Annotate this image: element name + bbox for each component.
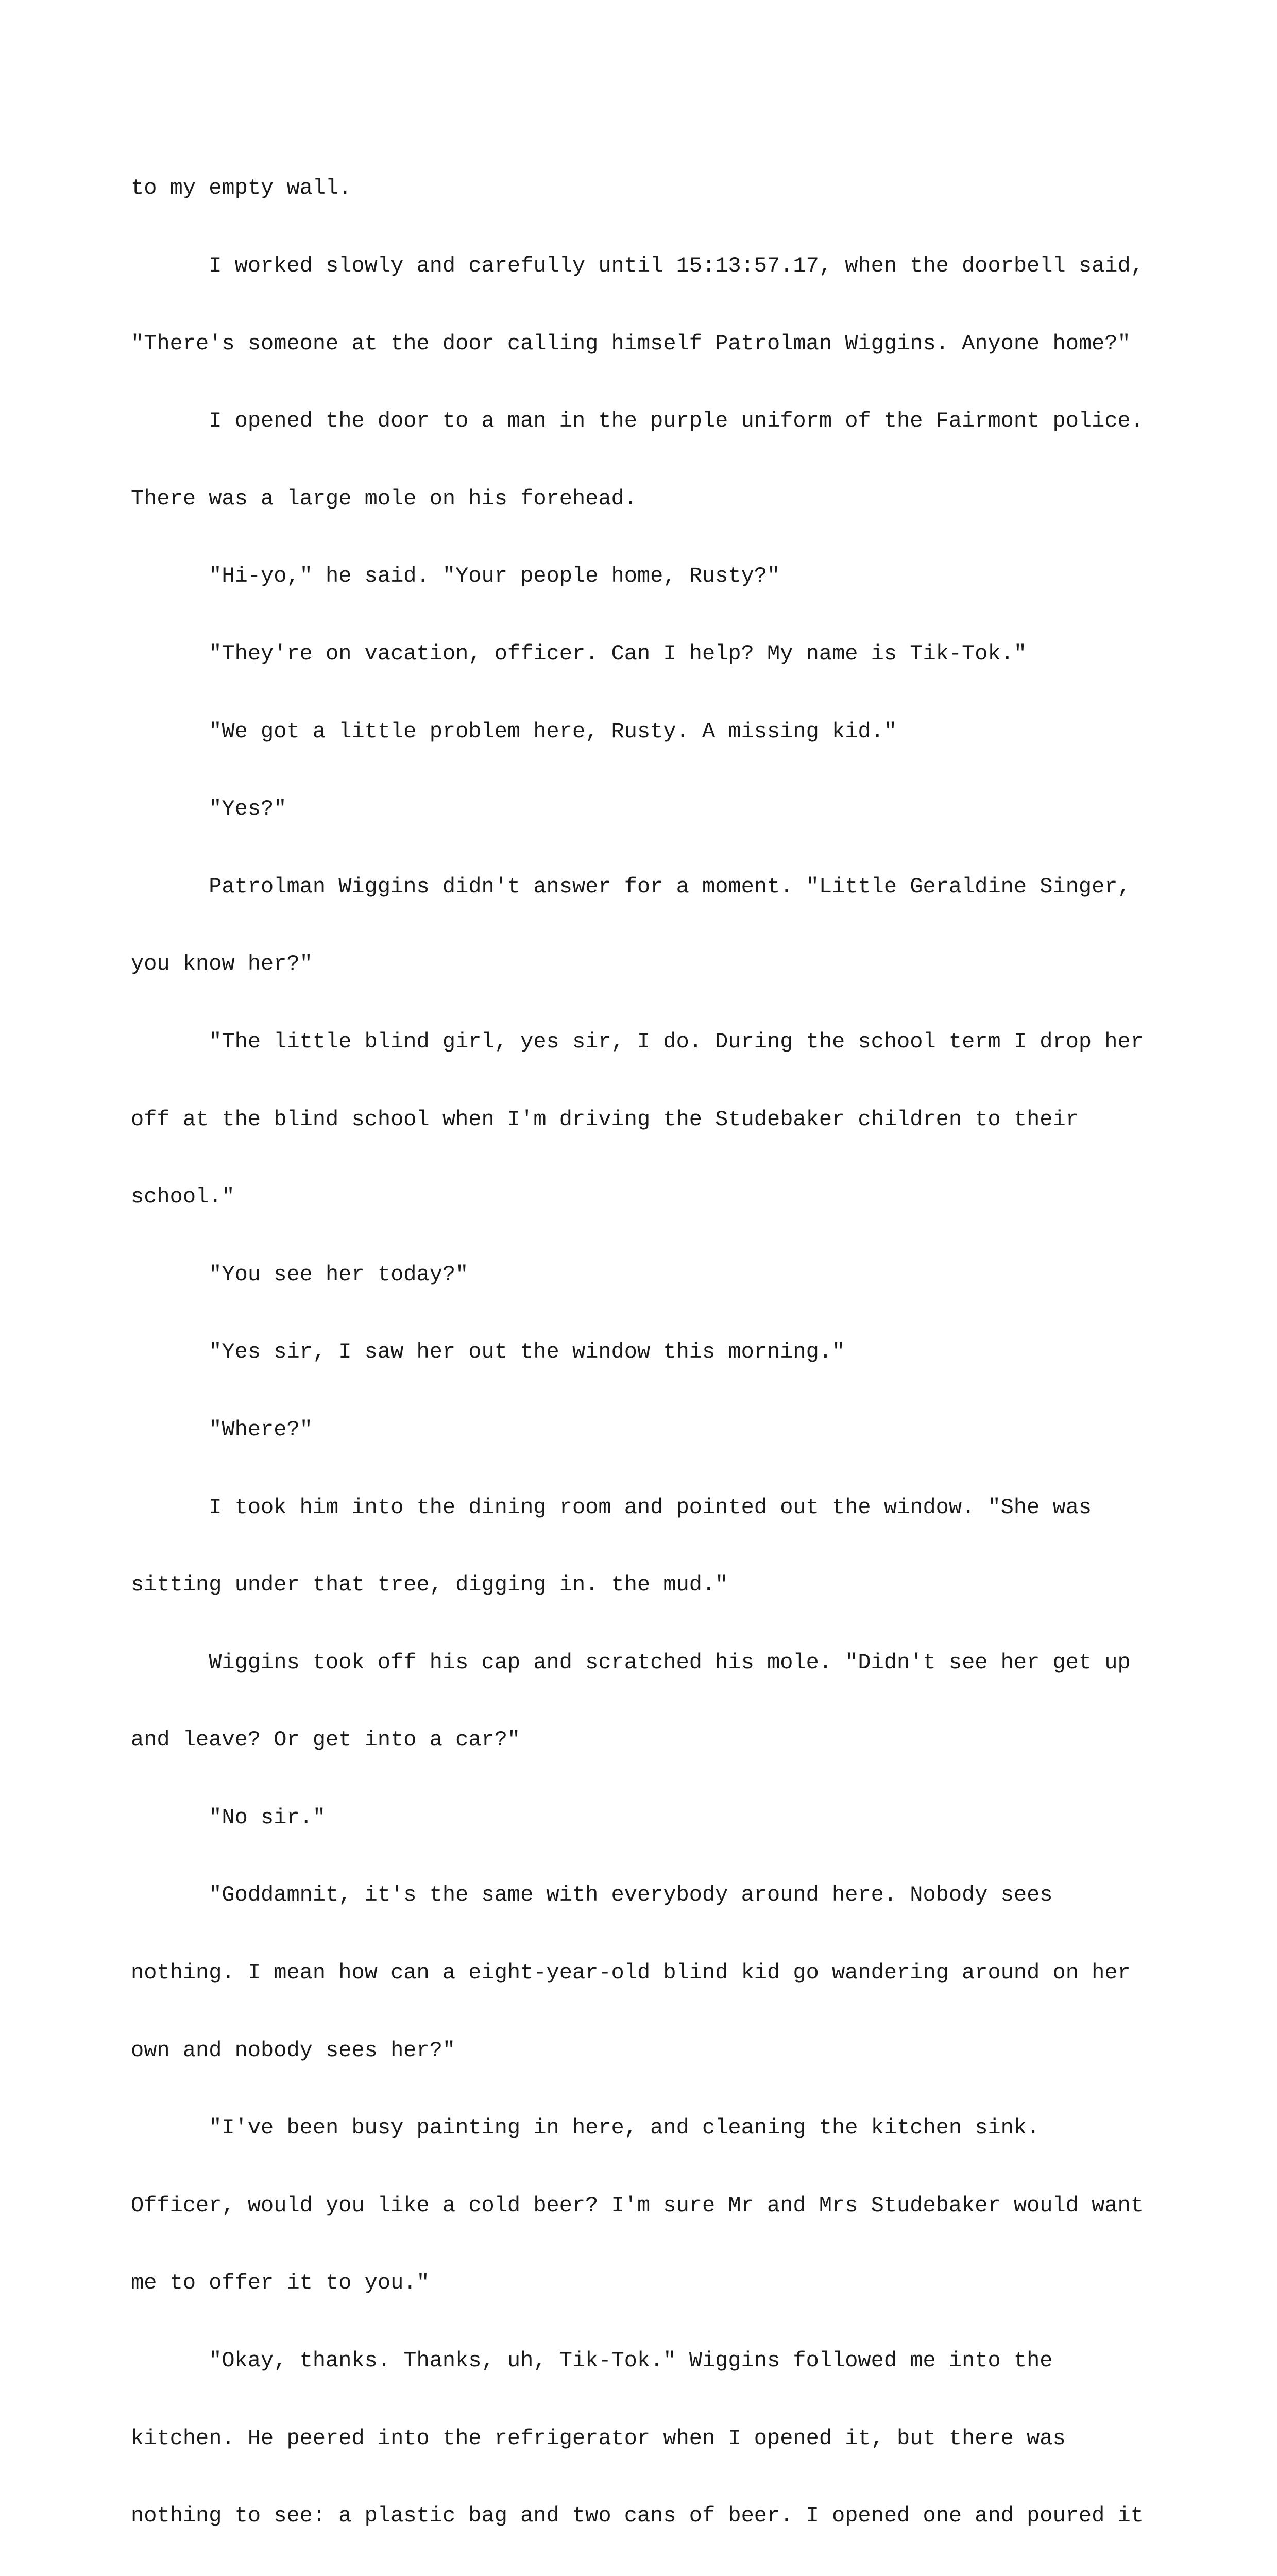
text-line: "Yes sir, I saw her out the window this morning." bbox=[131, 1340, 845, 1365]
text-line: "Yes?" bbox=[131, 796, 287, 822]
text-line: "Okay, thanks. Thanks, uh, Tik-Tok." Wiggins followed me into the bbox=[131, 2348, 1053, 2374]
text-line: sitting under that tree, digging in. the mud." bbox=[131, 1572, 728, 1598]
text-line: "I've been busy painting in here, and cleaning the kitchen sink. bbox=[131, 2115, 1040, 2141]
text-line: "The little blind girl, yes sir, I do. During the school term I drop her bbox=[131, 1029, 1144, 1054]
text-line: I opened the door to a man in the purple uniform of the Fairmont police. bbox=[131, 409, 1144, 434]
text-line: and leave? Or get into a car?" bbox=[131, 1727, 521, 1753]
text-line: you know her?" bbox=[131, 952, 313, 977]
text-line: "There's someone at the door calling himself Patrolman Wiggins. Anyone home?" bbox=[131, 331, 1131, 356]
text-line: "You see her today?" bbox=[131, 1262, 469, 1287]
text-line: nothing. I mean how can a eight-year-old blind kid go wandering around on her bbox=[131, 1960, 1131, 1986]
text-line: nothing to see: a plastic bag and two cans of beer. I opened one and poured it bbox=[131, 2503, 1144, 2529]
text-line: kitchen. He peered into the refrigerator when I opened it, but there was bbox=[131, 2426, 1066, 2451]
text-line: off at the blind school when I'm driving the Studebaker children to their bbox=[131, 1107, 1079, 1132]
text-line: Officer, would you like a cold beer? I'm sure Mr and Mrs Studebaker would want bbox=[131, 2193, 1144, 2218]
text-line: "Where?" bbox=[131, 1417, 313, 1442]
text-line: "We got a little problem here, Rusty. A missing kid." bbox=[131, 719, 897, 744]
text-line: "No sir." bbox=[131, 1805, 326, 1830]
text-line: me to offer it to you." bbox=[131, 2270, 430, 2296]
text-line: "They're on vacation, officer. Can I help? My name is Tik-Tok." bbox=[131, 641, 1027, 666]
text-line: I took him into the dining room and pointed out the window. "She was bbox=[131, 1495, 1092, 1520]
text-line: "Hi-yo," he said. "Your people home, Rusty?" bbox=[131, 564, 780, 589]
text-line: Patrolman Wiggins didn't answer for a moment. "Little Geraldine Singer, bbox=[131, 874, 1131, 899]
text-line: There was a large mole on his forehead. bbox=[131, 486, 637, 511]
text-line: "Goddamnit, it's the same with everybody around here. Nobody sees bbox=[131, 1883, 1053, 1908]
text-line: I worked slowly and carefully until 15:13:57.17, when the doorbell said, bbox=[131, 253, 1144, 278]
text-line: to my empty wall. bbox=[131, 176, 352, 201]
text-line: own and nobody sees her?" bbox=[131, 2038, 456, 2063]
text-line: Wiggins took off his cap and scratched his mole. "Didn't see her get up bbox=[131, 1650, 1131, 1675]
document-text bbox=[131, 124, 1161, 2576]
text-line: school." bbox=[131, 1184, 235, 1210]
